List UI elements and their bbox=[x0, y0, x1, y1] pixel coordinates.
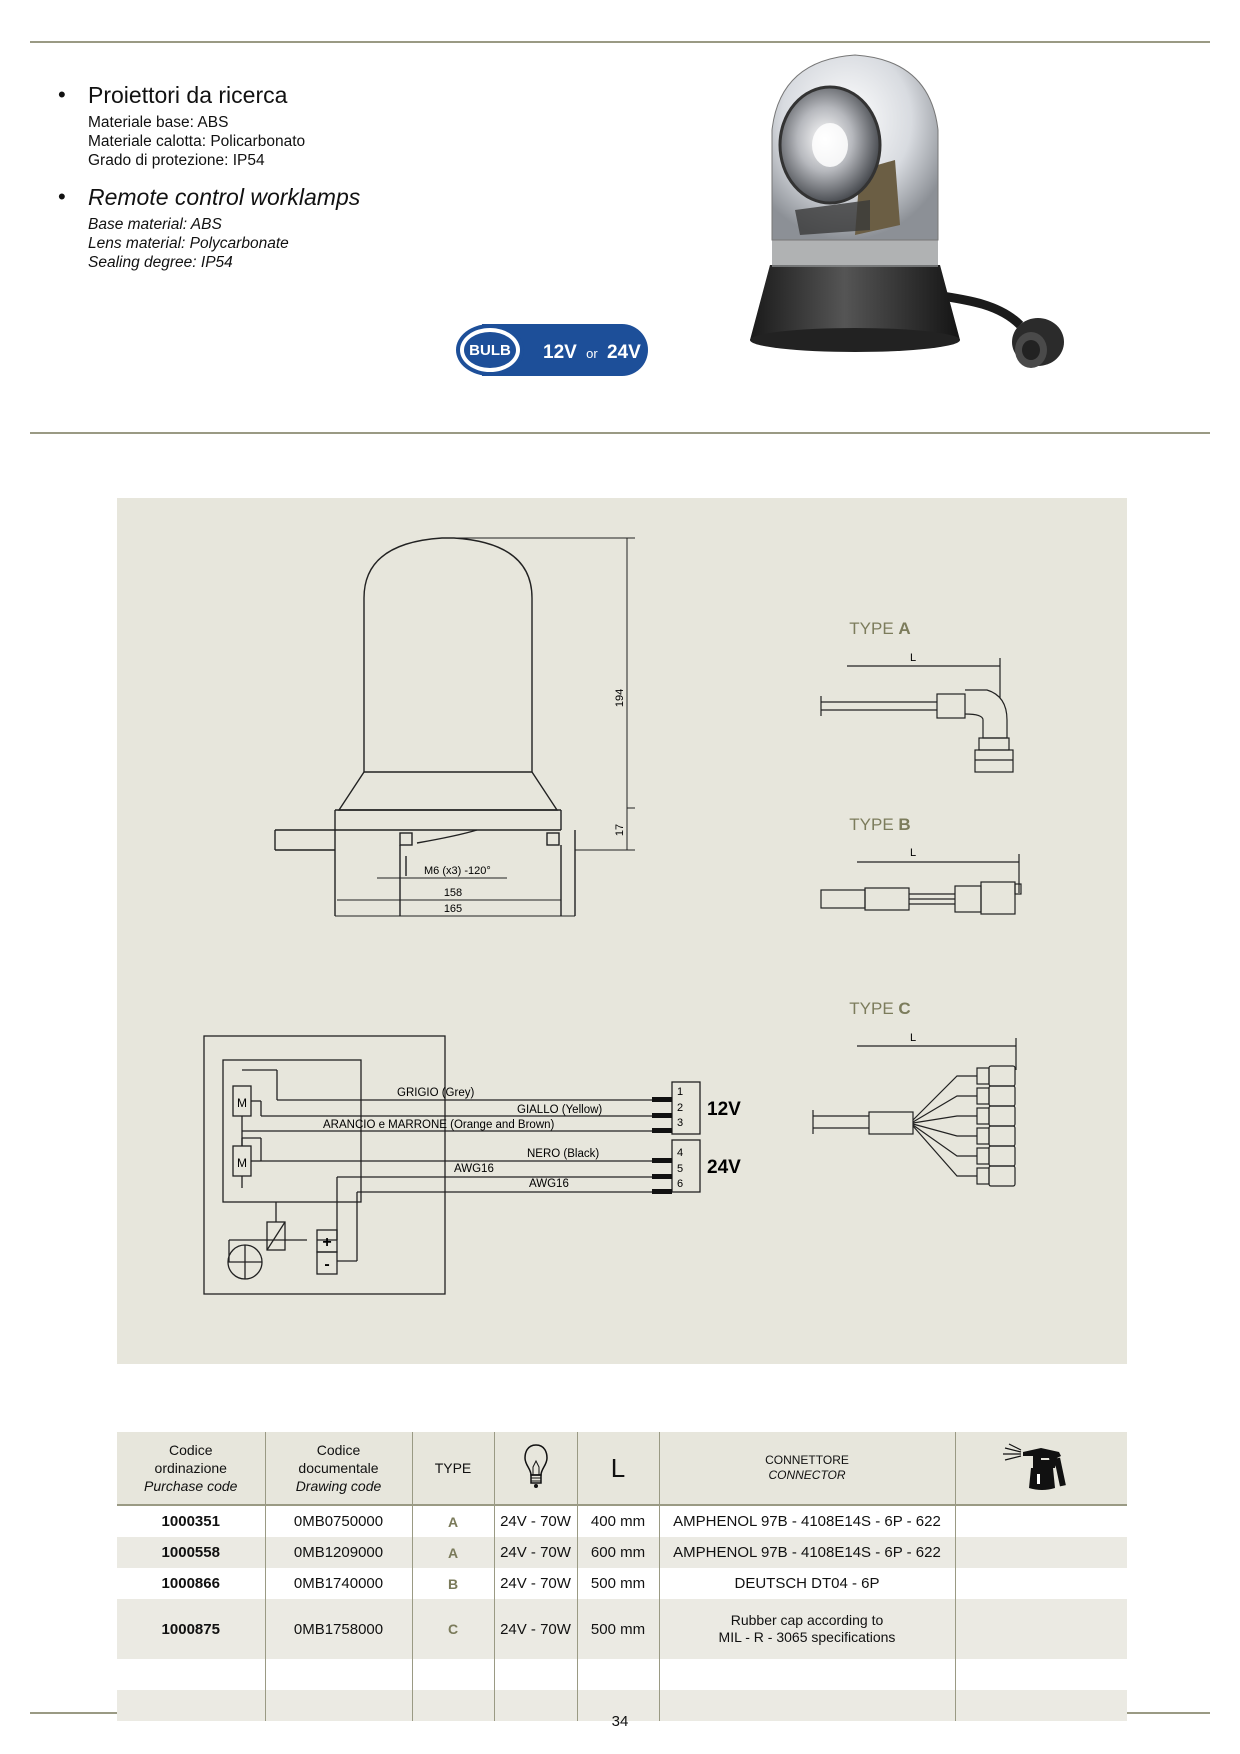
type-value: A bbox=[412, 1537, 494, 1568]
length-value: 500 mm bbox=[577, 1568, 659, 1599]
bulb-value: 24V - 70W bbox=[494, 1599, 577, 1659]
plus-sign: + bbox=[322, 1234, 332, 1251]
dim-base-height: 17 bbox=[614, 823, 626, 837]
type-value: B bbox=[412, 1568, 494, 1599]
bulb-value: 24V - 70W bbox=[494, 1537, 577, 1568]
pin-number: 6 bbox=[677, 1178, 684, 1190]
bulb-label: BULB bbox=[469, 342, 511, 359]
table-row bbox=[117, 1599, 1127, 1659]
product-table bbox=[117, 1432, 1127, 1721]
top-rule bbox=[30, 41, 1210, 43]
connector-plug bbox=[1012, 318, 1064, 368]
italian-title: • Proiettori da ricerca bbox=[58, 82, 288, 108]
pin-number: 1 bbox=[677, 1086, 684, 1098]
table-header bbox=[117, 1432, 1127, 1505]
connector-value: DEUTSCH DT04 - 6P bbox=[659, 1568, 955, 1599]
wire-awg-label: AWG16 bbox=[529, 1178, 569, 1190]
col-paint bbox=[955, 1432, 1127, 1505]
length-label: L bbox=[909, 847, 917, 859]
product-photo bbox=[720, 50, 1130, 395]
motor-label: M bbox=[237, 1096, 247, 1110]
connector-type-a bbox=[821, 658, 1013, 772]
voltage-12-label: 12V bbox=[707, 1099, 741, 1120]
wire-yellow-label: GIALLO (Yellow) bbox=[517, 1104, 603, 1116]
paint-value bbox=[955, 1599, 1127, 1659]
length-label: L bbox=[909, 1032, 917, 1044]
voltage-12: 12V bbox=[543, 342, 577, 363]
drawing-code: 0MB0750000 bbox=[265, 1505, 412, 1537]
spec-line: Sealing degree: IP54 bbox=[88, 254, 233, 271]
purchase-code: 1000875 bbox=[117, 1599, 265, 1659]
type-c-label: TYPE C bbox=[849, 999, 911, 1018]
lamp-dimension-drawing bbox=[275, 538, 635, 916]
type-a-label: TYPE A bbox=[849, 619, 911, 638]
connector-value: AMPHENOL 97B - 4108E14S - 6P - 622 bbox=[659, 1505, 955, 1537]
paint-value bbox=[955, 1505, 1127, 1537]
voltage-24-label: 24V bbox=[707, 1157, 741, 1178]
voltage-24: 24V bbox=[606, 342, 641, 363]
paint-value bbox=[955, 1537, 1127, 1568]
spec-line: Materiale base: ABS bbox=[88, 114, 229, 131]
english-description bbox=[58, 184, 360, 272]
technical-drawing-panel bbox=[117, 498, 1127, 1364]
header-bottom-rule bbox=[30, 432, 1210, 434]
dim-height: 194 bbox=[614, 688, 626, 708]
col-drawing-code: Codice documentale Drawing code bbox=[265, 1432, 412, 1505]
english-title: • Remote control worklamps bbox=[58, 184, 361, 210]
bullet-icon: • bbox=[58, 184, 66, 209]
spec-line: Base material: ABS bbox=[88, 216, 222, 233]
col-type: TYPE bbox=[412, 1432, 494, 1505]
table-row-empty bbox=[117, 1659, 1127, 1690]
pin-number: 4 bbox=[677, 1147, 684, 1159]
wire-awg-label: AWG16 bbox=[454, 1163, 494, 1175]
wire-orange-brown-label: ARANCIO e MARRONE (Orange and Brown) bbox=[323, 1119, 555, 1131]
connector-value: AMPHENOL 97B - 4108E14S - 6P - 622 bbox=[659, 1537, 955, 1568]
dim-width-165: 165 bbox=[443, 903, 463, 915]
terminal-marks bbox=[652, 1097, 672, 1194]
length-label: L bbox=[909, 652, 917, 664]
dim-bolt: M6 (x3) -120° bbox=[424, 865, 491, 877]
pin-number: 2 bbox=[677, 1102, 684, 1114]
drawing-code: 0MB1740000 bbox=[265, 1568, 412, 1599]
table-row bbox=[117, 1568, 1127, 1599]
purchase-code: 1000558 bbox=[117, 1537, 265, 1568]
bulb-icon bbox=[523, 1443, 549, 1489]
bulb-value: 24V - 70W bbox=[494, 1505, 577, 1537]
type-b-label: TYPE B bbox=[849, 815, 911, 834]
bullet-icon: • bbox=[58, 82, 66, 107]
bulb-value: 24V - 70W bbox=[494, 1568, 577, 1599]
minus-sign: - bbox=[324, 1256, 330, 1273]
drawing-code: 0MB1758000 bbox=[265, 1599, 412, 1659]
table-row bbox=[117, 1537, 1127, 1568]
col-bulb bbox=[494, 1432, 577, 1505]
connector-type-b bbox=[821, 854, 1021, 914]
length-value: 600 mm bbox=[577, 1537, 659, 1568]
voltage-or: or bbox=[586, 346, 598, 361]
purchase-code: 1000866 bbox=[117, 1568, 265, 1599]
spec-line: Materiale calotta: Policarbonato bbox=[88, 133, 306, 150]
page-number: 34 bbox=[611, 1713, 629, 1730]
table-row bbox=[117, 1505, 1127, 1537]
wiring-diagram bbox=[204, 1036, 700, 1294]
col-purchase-code: Codice ordinazione Purchase code bbox=[117, 1432, 265, 1505]
wire-black-label: NERO (Black) bbox=[527, 1148, 600, 1160]
length-value: 500 mm bbox=[577, 1599, 659, 1659]
motor-label: M bbox=[237, 1156, 247, 1170]
col-length: L bbox=[577, 1432, 659, 1505]
connector-value: Rubber cap according to MIL - R - 3065 specifications bbox=[659, 1599, 955, 1659]
connector-type-c bbox=[813, 1038, 1016, 1186]
purchase-code: 1000351 bbox=[117, 1505, 265, 1537]
spray-gun-icon bbox=[1001, 1438, 1081, 1494]
wire-grey-label: GRIGIO (Grey) bbox=[397, 1087, 475, 1099]
dim-width-158: 158 bbox=[443, 887, 463, 899]
paint-value bbox=[955, 1568, 1127, 1599]
type-value: A bbox=[412, 1505, 494, 1537]
pin-number: 3 bbox=[677, 1117, 684, 1129]
drawing-code: 0MB1209000 bbox=[265, 1537, 412, 1568]
italian-description bbox=[58, 82, 305, 170]
col-connector: CONNETTORE CONNECTOR bbox=[659, 1432, 955, 1505]
length-value: 400 mm bbox=[577, 1505, 659, 1537]
bulb-voltage-badge bbox=[454, 322, 650, 378]
spec-line: Grado di protezione: IP54 bbox=[88, 152, 265, 169]
type-value: C bbox=[412, 1599, 494, 1659]
pin-number: 5 bbox=[677, 1163, 684, 1175]
spec-line: Lens material: Polycarbonate bbox=[88, 235, 289, 252]
svg-text:12V or 24V bbox=[543, 342, 641, 363]
technical-drawing bbox=[117, 498, 1127, 1364]
